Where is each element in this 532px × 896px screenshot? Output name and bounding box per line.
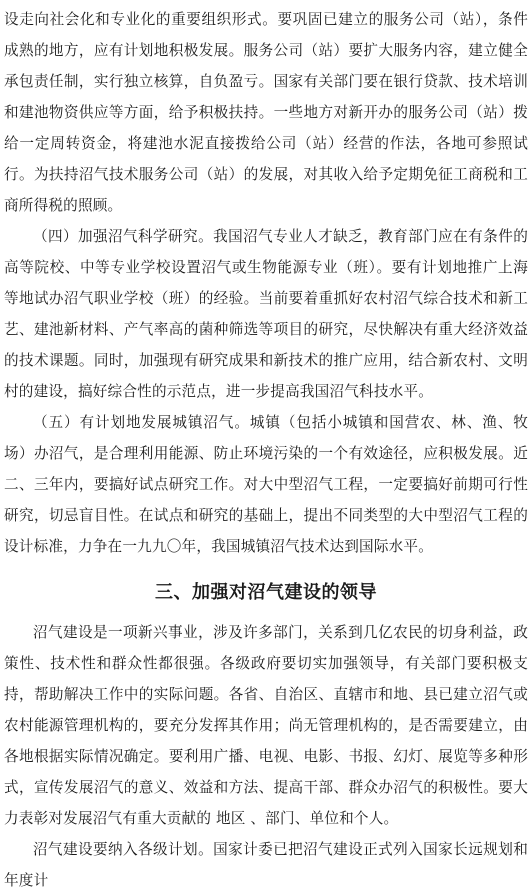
paragraph-research: （四）加强沼气科学研究。我国沼气专业人才缺乏，教育部门应在有条件的高等院校、中等专业学校设置沼气或生物能源专业（班）。要有计划地推广上海等地试办沼气职业学校（班）的经验。当前要着重抓好农村沼气综合技术和新工艺、建池新材料、产气率高的菌种筛选等项目的研究，尽快解决有重大经济效益的技术课题。同时，加强现有研究成果和新技术的推广应用，结合新农村、文明村的建设，搞好综合性的示范点，进一步提高我国沼气科技水平。 (4, 228, 528, 400)
paragraph-planning: 沼气建设要纳入各级计划。国家计委已把沼气建设正式列入国家长远规划和年度计 (4, 841, 528, 889)
paragraph-service-companies: 设走向社会化和专业化的重要组织形式。要巩固已建立的服务公司（站），条件成熟的地方，应有计划地积极发展。服务公司（站）要扩大服务内容，建立健全承包责任制，实行独立核算，自负盈亏。国家有关部门要在银行贷款、技术培训和建池物资供应等方面，给予积极扶持。一些地方对新开办的服务公司（站）拨给一定周转资金，将建池水泥直接拨给公司（站）经营的作法，各地可参照试行。为扶持沼气技术服务公司（站）的发展，对其收入给予定期免征工商税和工商所得税的照顾。 (4, 11, 528, 214)
paragraph-urban-biogas: （五）有计划地发展城镇沼气。城镇（包括小城镇和国营农、林、渔、牧场）办沼气，是合理利用能源、防止环境污染的一个有效途径，应积极发展。近二、三年内，要搞好试点研究工作。对大中型沼气工程，一定要搞好前期可行性研究，切忌盲目性。在试点和研究的基础上，提出不同类型的大中型沼气工程的设计标准，力争在一九九〇年，我国城镇沼气技术达到国际水平。 (4, 414, 528, 555)
section-heading: 三、加强对沼气建设的领导 (155, 582, 377, 603)
paragraph-leadership: 沼气建设是一项新兴事业，涉及许多部门，关系到几亿农民的切身利益，政策性、技术性和群众性都很强。各级政府要切实加强领导，有关部门要积极支持，帮助解决工作中的实际问题。各省、自治区、直辖市和地、县已建立沼气或农村能源管理机构的，要充分发挥其作用；尚无管理机构的，是否需要建立，由各地根据实际情况确定。要利用广播、电视、电影、书报、幻灯、展览等多种形式，宣传发展沼气的意义、效益和方法、提高干部、群众办沼气的积极性。要大力表彰对发展沼气有重大贡献的 地区 、部门、单位和个人。 (4, 624, 528, 827)
